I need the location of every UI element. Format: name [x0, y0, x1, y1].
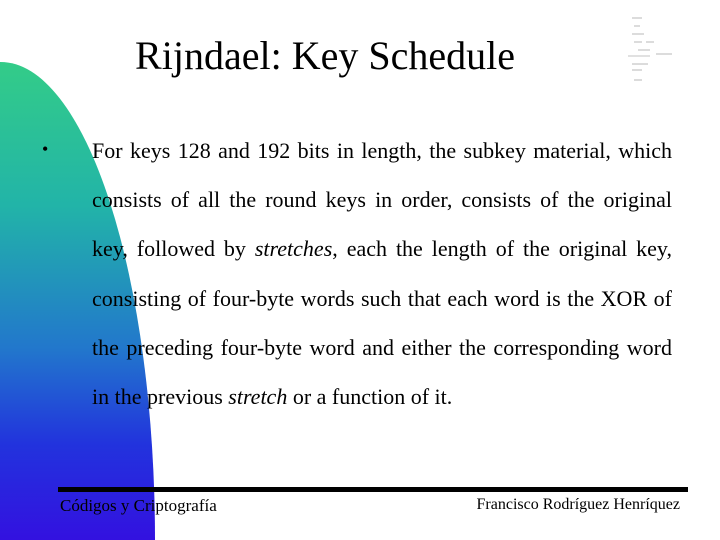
italic-term: stretches: [254, 236, 333, 262]
footer-course-name: Códigos y Criptografía: [60, 496, 217, 515]
slide-paragraph: [92, 126, 672, 421]
footer-divider: [58, 487, 688, 492]
paragraph-run: For keys 128 and 192 bits in length, the subkey material, which consists of all the round keys in order, consists of the original key, followed by: [92, 138, 672, 262]
footer-author: Francisco Rodríguez Henríquez: [476, 496, 680, 513]
slide-title: Rijndael: Key Schedule: [135, 33, 515, 78]
paragraph-run: or a function of it.: [287, 384, 453, 410]
institution-emblem-icon: [620, 8, 682, 88]
bullet-marker: •: [42, 139, 49, 159]
paragraph-run: , each the length of the original key, consisting of four-byte words such that each word is the XOR of the preceding four-byte word and either the corresponding word in the previous: [92, 236, 672, 410]
italic-term: stretch: [228, 384, 288, 410]
